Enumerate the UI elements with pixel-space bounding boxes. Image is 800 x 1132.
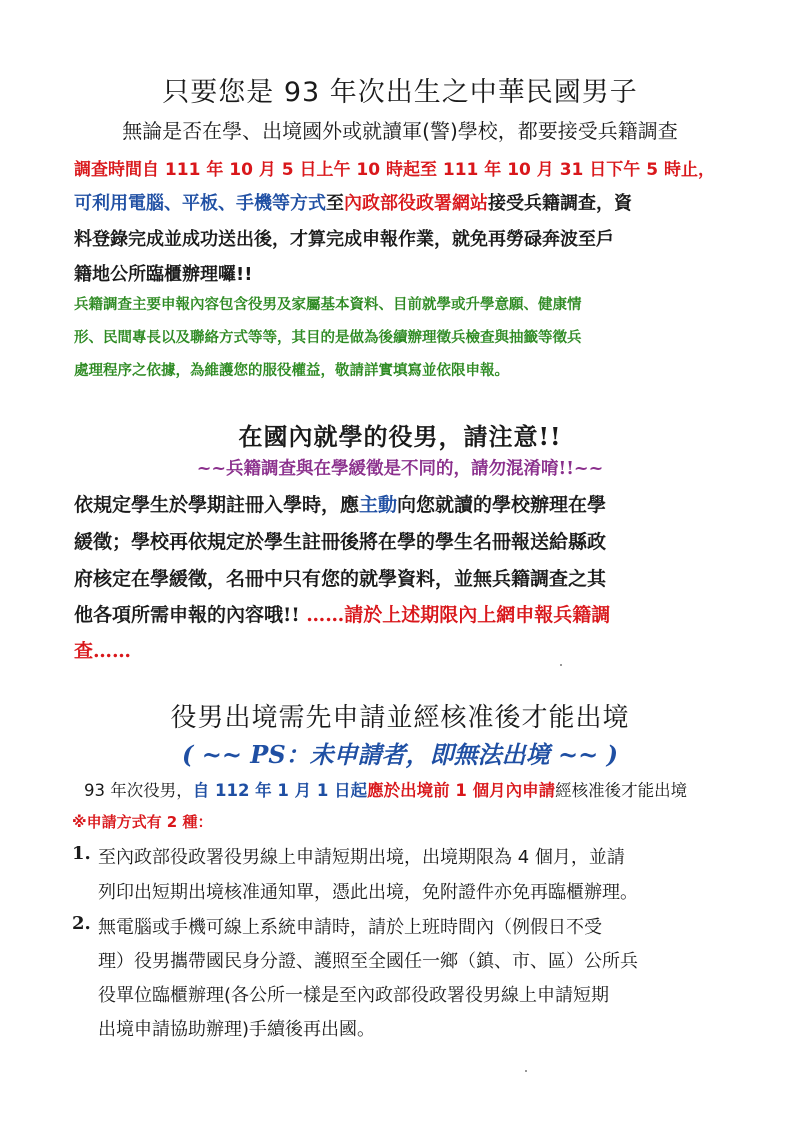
survey-method-line-1 — [74, 189, 632, 215]
method-rest: 接受兵籍調查，資 — [488, 193, 632, 214]
item-2-number: 2. — [72, 913, 91, 934]
survey-period: 調查時間自 111 年 10 月 5 日上午 10 時起至 111 年 10 月 31 日下午 5 時止， — [74, 160, 715, 180]
deferment-line-4 — [74, 600, 610, 627]
exit-rule-date: 自 112 年 1 月 1 日起 — [192, 781, 368, 800]
scan-speck — [560, 664, 562, 666]
item-2-line-2: 理）役男攜帶國民身分證、護照至全國任一鄉（鎮、市、區）公所兵 — [98, 951, 638, 972]
survey-content-line-3: 處理程序之依據，為維護您的服役權益，敬請詳實填寫並依限申報。 — [74, 362, 509, 379]
item-2-line-1: 無電腦或手機可線上系統申請時，請於上班時間內（例假日不受 — [98, 917, 602, 938]
deferment-line-1-rest: 向您就讀的學校辦理在學 — [397, 494, 607, 516]
scan-speck — [525, 1070, 527, 1072]
section3-title: 役男出境需先申請並經核准後才能出境 — [170, 703, 630, 733]
item-1-line-1: 至內政部役政署役男線上申請短期出境，出境期限為 4 個月，並請 — [98, 847, 625, 868]
section2-subtitle: ~~兵籍調查與在學緩徵是不同的，請勿混淆唷!!~~ — [196, 459, 604, 479]
methods-header: ※申請方式有 2 種： — [72, 813, 213, 831]
item-2-line-4: 出境申請協助辦理)手續後再出國。 — [98, 1019, 376, 1040]
item-1-number: 1. — [72, 843, 91, 864]
deferment-line-1 — [74, 490, 606, 517]
survey-method-line-2: 料登錄完成並成功送出後，才算完成申報作業，就免再勞碌奔波至戶 — [74, 229, 614, 250]
exit-rule-rest: 經核准後才能出境 — [555, 781, 688, 800]
method-to: 至 — [326, 193, 344, 214]
survey-content-line-1: 兵籍調查主要申報內容包含役男及家屬基本資料、目前就學或升學意願、健康情 — [74, 296, 582, 313]
deferment-line-3: 府核定在學緩徵，名冊中只有您的就學資料，並無兵籍調查之其 — [74, 568, 607, 590]
deferment-line-5: 查…… — [74, 640, 132, 662]
deadline-reminder: ……請於上述期限內上網申報兵籍調 — [306, 604, 611, 626]
exit-rule-line — [84, 777, 687, 801]
deferment-line-4-text: 他各項所需申報的內容哦!! — [74, 604, 307, 626]
survey-content-line-2: 形、民間專長以及聯絡方式等等，其目的是做為後續辦理徵兵檢查與抽籤等徵兵 — [74, 329, 582, 346]
section1-title: 只要您是 93 年次出生之中華民國男子 — [162, 77, 638, 108]
exit-rule-subject: 93 年次役男， — [84, 781, 193, 800]
survey-method-line-3: 籍地公所臨櫃辦理囉!! — [74, 264, 253, 285]
method-devices: 可利用電腦、平板、手機等方式 — [74, 193, 326, 214]
item-1-line-2: 列印出短期出境核准通知單，憑此出境，免附證件亦免再臨櫃辦理。 — [98, 882, 638, 903]
proactive-keyword: 主動 — [359, 494, 398, 516]
method-website: 內政部役政署網站 — [344, 193, 488, 214]
deferment-line-1-text: 依規定學生於學期註冊入學時，應 — [74, 494, 360, 516]
deferment-line-2: 緩徵；學校再依規定於學生註冊後將在學的學生名冊報送給縣政 — [74, 531, 607, 553]
exit-rule-deadline: 應於出境前 1 個月內申請 — [367, 781, 556, 800]
section2-title: 在國內就學的役男，請注意!! — [238, 422, 562, 451]
section3-ps: ( ~~ PS：未申請者，即無法出境 ~~ ) — [182, 740, 618, 769]
section1-subtitle: 無論是否在學、出境國外或就讀軍(警)學校，都要接受兵籍調查 — [122, 119, 678, 143]
item-2-line-3: 役單位臨櫃辦理(各公所一樣是至內政部役政署役男線上申請短期 — [98, 985, 610, 1006]
